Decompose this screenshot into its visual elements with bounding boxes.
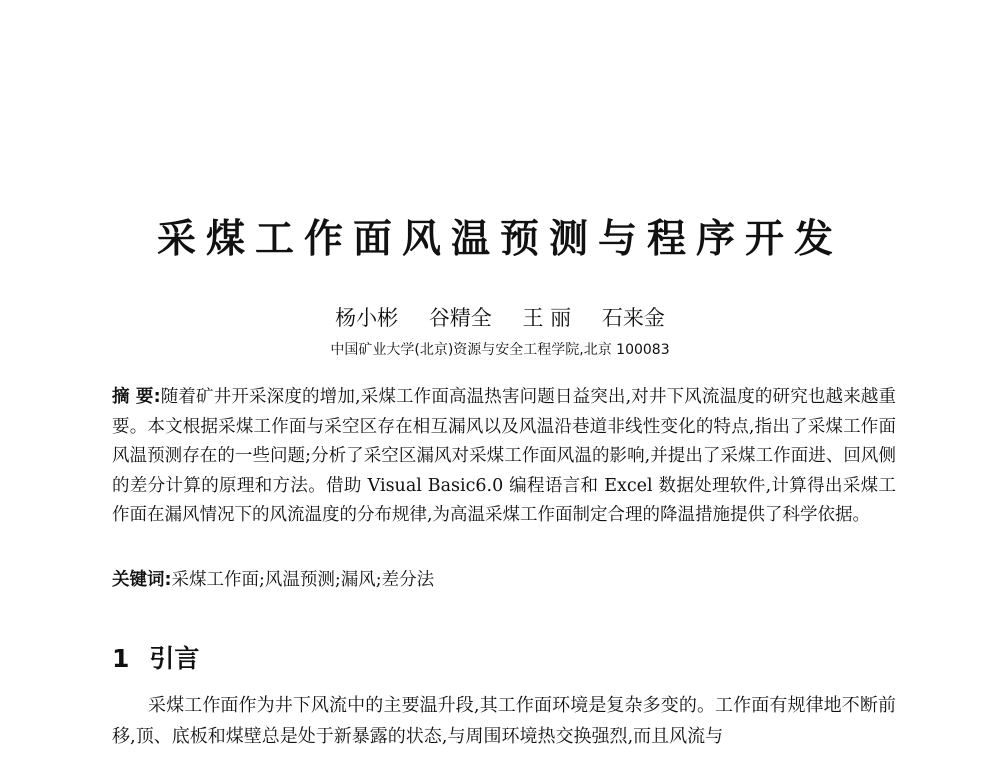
body-paragraph: 采煤工作面作为井下风流中的主要温升段,其工作面环境是复杂多变的。工作面有规律地不断前移,顶、底板和煤壁总是处于新暴露的状态,与周围环境热交换强烈,而且风流与: [112, 695, 896, 747]
abstract: [112, 383, 896, 531]
author-name: 杨小彬: [335, 306, 399, 330]
affiliation: 中国矿业大学(北京)资源与安全工程学院,北京 100083: [330, 342, 670, 358]
section-title: 引言: [149, 644, 200, 673]
section-heading: [112, 642, 199, 676]
author-name: 谷精全: [428, 306, 492, 330]
author-name: 石来金: [601, 306, 665, 330]
author-list: [0, 303, 1000, 333]
author-name: 王 丽: [522, 306, 572, 330]
keywords-label: 关键词:: [112, 570, 172, 590]
keywords: [112, 566, 896, 595]
paper-title: 采煤工作面风温预测与程序开发: [156, 216, 843, 262]
abstract-label: 摘 要:: [112, 387, 161, 407]
section-number: 1: [112, 644, 130, 673]
keywords-text: 采煤工作面;风温预测;漏风;差分法: [171, 570, 435, 590]
abstract-text: 随着矿井开采深度的增加,采煤工作面高温热害问题日益突出,对井下风流温度的研究也越来越重要。本文根据采煤工作面与采空区存在相互漏风以及风温沿巷道非线性变化的特点,指出了采煤工作面风温预测存在的一些问题;分析了采空区漏风对采煤工作面风温的影响,并提出了采煤工作面进、回风侧的差分计算的原理和方法。借助 Visual Basic6.0 编程语言和 Excel 数据处理软件,计算得出采煤工作面在漏风情况下的风流温度的分布规律,为高温采煤工作面制定合理的降温措施提供了科学依据。: [112, 387, 897, 525]
